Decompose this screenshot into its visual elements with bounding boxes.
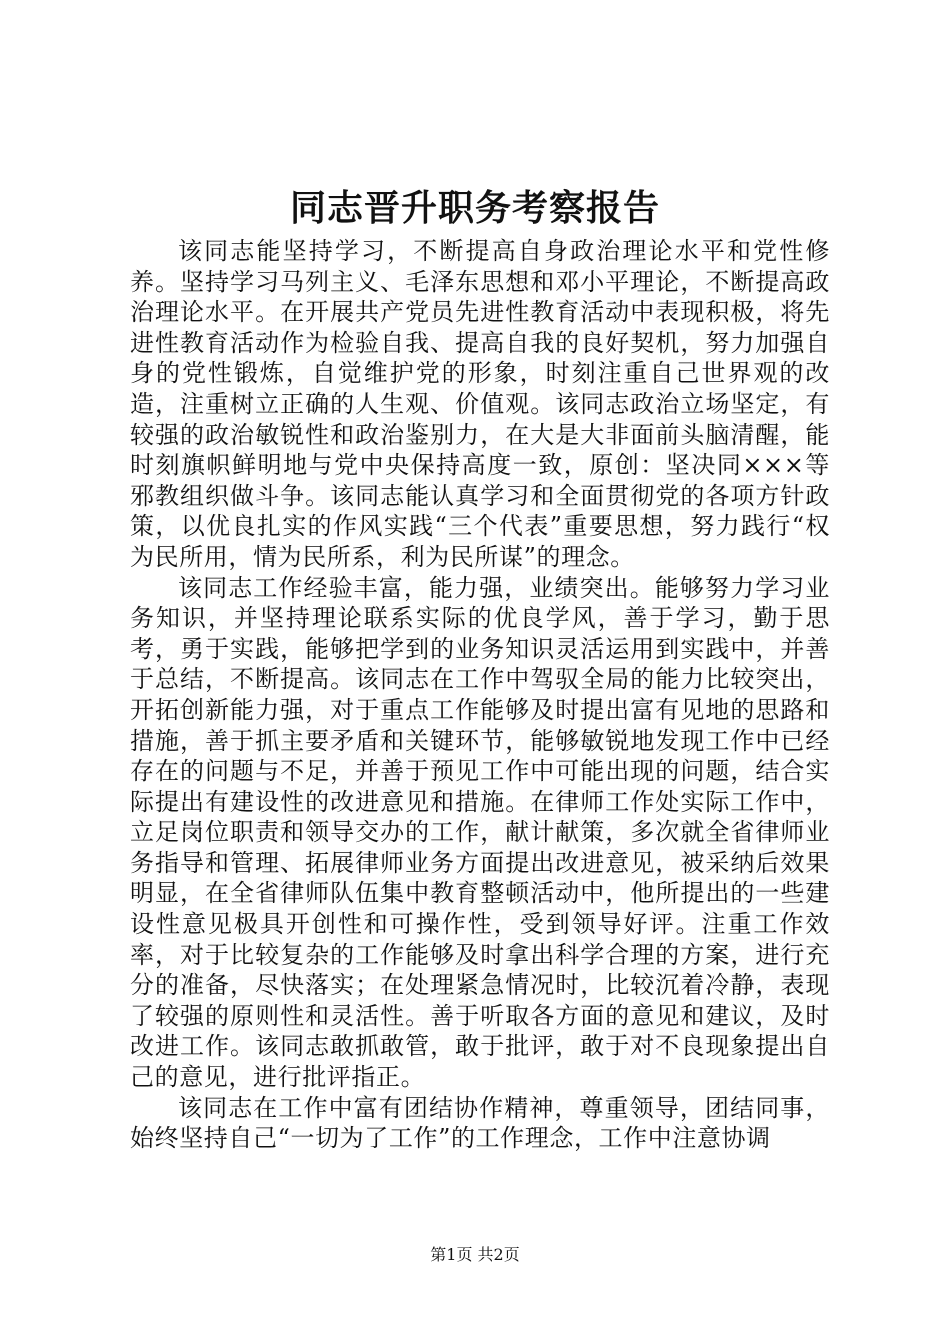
- paragraph-work-ability: 该同志工作经验丰富，能力强，业绩突出。能够努力学习业务知识，并坚持理论联系实际的优良学风，善于学习，勤于思考，勇于实践，能够把学到的业务知识灵活运用到实践中，并善于总结，不断提高。该同志在工作中驾驭全局的能力比较突出，开拓创新能力强，对于重点工作能够及时提出富有见地的思路和措施，善于抓主要矛盾和关键环节，能够敏锐地发现工作中已经存在的问题与不足，并善于预见工作中可能出现的问题，结合实际提出有建设性的改进意见和措施。在律师工作处实际工作中，立足岗位职责和领导交办的工作，献计献策，多次就全省律师业务指导和管理、拓展律师业务方面提出改进意见，被采纳后效果明显，在全省律师队伍集中教育整顿活动中，他所提出的一些建设性意见极具开创性和可操作性，受到领导好评。注重工作效率，对于比较复杂的工作能够及时拿出科学合理的方案，进行充分的准备，尽快落实；在处理紧急情况时，比较沉着冷静，表现了较强的原则性和灵活性。善于听取各方面的意见和建议，及时改进工作。该同志敢抓敢管，敢于批评，敢于对不良现象提出自己的意见，进行批评指正。: [130, 573, 830, 1092]
- document-title: 同志晋升职务考察报告: [289, 187, 660, 229]
- document-body: [130, 236, 830, 1154]
- page-number-footer: 第1页 共2页: [430, 1245, 520, 1264]
- paragraph-teamwork: 该同志在工作中富有团结协作精神，尊重领导，团结同事，始终坚持自己“一切为了工作”的工作理念，工作中注意协调: [130, 1093, 830, 1153]
- paragraph-political-study: 该同志能坚持学习，不断提高自身政治理论水平和党性修养。坚持学习马列主义、毛泽东思想和邓小平理论，不断提高政治理论水平。在开展共产党员先进性教育活动中表现积极，将先进性教育活动作为检验自我、提高自我的良好契机，努力加强自身的党性锻炼，自觉维护党的形象，时刻注重自己世界观的改造，注重树立正确的人生观、价值观。该同志政治立场坚定，有较强的政治敏锐性和政治鉴别力，在大是大非面前头脑清醒，能时刻旗帜鲜明地与党中央保持高度一致，原创：坚决同×××等邪教组织做斗争。该同志能认真学习和全面贯彻党的各项方针政策，以优良扎实的作风实践“三个代表”重要思想，努力践行“权为民所用，情为民所系，利为民所谋”的理念。: [130, 237, 830, 571]
